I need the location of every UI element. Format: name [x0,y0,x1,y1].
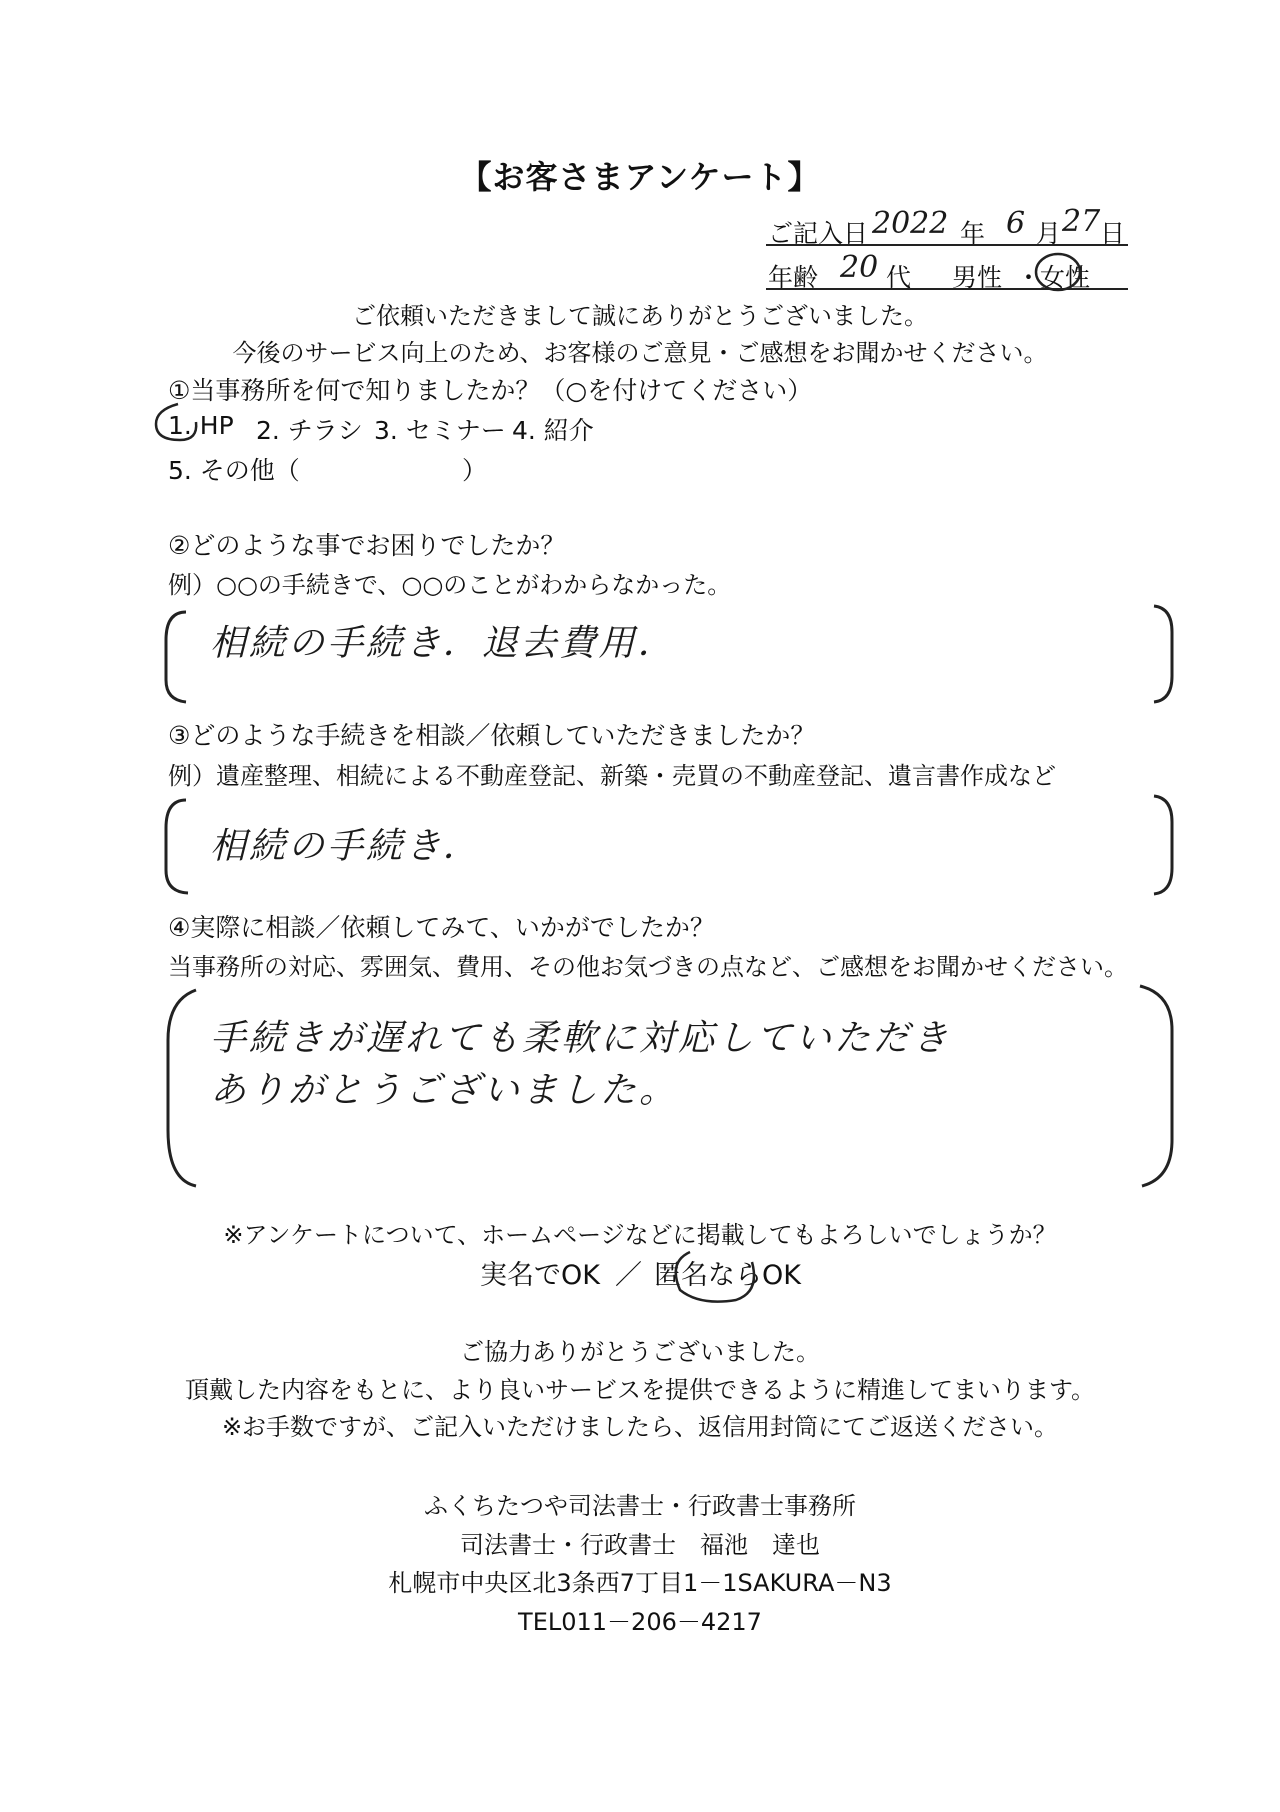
publish-slash: ／ [615,1260,642,1291]
office-person: 司法書士・行政書士 福池 達也 [460,1531,820,1559]
publish-option-real: 実名でOK [480,1260,600,1291]
publish-option-anon: 匿名ならOK [654,1260,801,1291]
q1-other-label: 5. その他（ [168,456,300,485]
q2-answer: 相続の手続き．退去費用． [210,623,677,664]
gender-separator: ・ [1016,263,1042,292]
age-unit: 代 [886,263,912,292]
closing-line-3: ※お手数ですが、ご記入いただけましたら、返信用封筒にてご返送ください。 [221,1413,1059,1441]
q2-example: 例）○○の手続きで、○○のことがわからなかった。 [168,571,732,599]
q1-option-1: 1. HP [168,411,234,440]
closing-line-1: ご協力ありがとうございました。 [460,1338,820,1366]
q1-option-3: 3. セミナー [374,416,506,445]
q4-right-bracket [1140,986,1172,1186]
q4-question: ④実際に相談／依頼してみて、いかがでしたか？ [168,913,715,942]
q4-left-bracket [168,990,196,1186]
gender-male: 男性 [952,263,1003,292]
q1-selection-circle [156,404,196,440]
intro-line-1: ご依頼いただきまして誠にありがとうございました。 [352,302,928,330]
entry-day-unit: 日 [1100,219,1126,248]
closing-line-2: 頂戴した内容をもとに、より良いサービスを提供できるように精進してまいります。 [184,1376,1096,1404]
q3-left-bracket [166,800,188,893]
entry-year-unit: 年 [960,219,986,248]
entry-year: 2022 [872,206,949,241]
entry-day: 27 [1062,204,1101,239]
age-label: 年齢 [768,263,819,292]
page-title: 【お客さまアンケート】 [459,158,821,196]
entry-month: 6 [1006,206,1026,241]
gender-selection-circle [1036,254,1080,290]
q1-option-4: 4. 紹介 [512,416,594,445]
q3-right-bracket [1154,796,1172,894]
age-value: 20 [840,250,879,285]
q1-question: ①当事務所を何で知りましたか？（○を付けてください） [168,376,813,405]
office-tel: TEL011－206－4217 [518,1608,762,1636]
q2-left-bracket [166,612,186,702]
office-address: 札幌市中央区北3条西7丁目1－1SAKURA－N3 [388,1569,892,1597]
q4-answer-line-1: 手続きが遅れても柔軟に対応していただき [210,1018,952,1059]
q4-example: 当事務所の対応、雰囲気、費用、その他お気づきの点など、ご感想をお聞かせください。 [168,953,1128,981]
publish-question: ※アンケートについて、ホームページなどに掲載してもよろしいでしょうか？ [223,1221,1057,1249]
entry-date-label: ご記入日 [768,219,869,248]
intro-line-2: 今後のサービス向上のため、お客様のご意見・ご感想をお聞かせください。 [232,339,1048,367]
q2-right-bracket [1154,606,1172,702]
entry-month-unit: 月 [1036,219,1062,248]
q3-question: ③どのような手続きを相談／依頼していただきましたか？ [168,721,816,750]
q2-question: ②どのような事でお困りでしたか？ [168,531,566,560]
gender-female: 女性 [1040,263,1091,292]
q1-option-2: 2. チラシ [256,416,363,445]
publish-selection-circle [676,1252,754,1302]
q4-answer-line-2: ありがとうございました。 [210,1070,679,1111]
office-name: ふくちたつや司法書士・行政書士事務所 [424,1492,856,1520]
q3-example: 例）遺産整理、相続による不動産登記、新築・売買の不動産登記、遺言書作成など [168,762,1056,790]
q1-other-close: ） [462,456,488,485]
q3-answer: 相続の手続き． [210,826,482,867]
